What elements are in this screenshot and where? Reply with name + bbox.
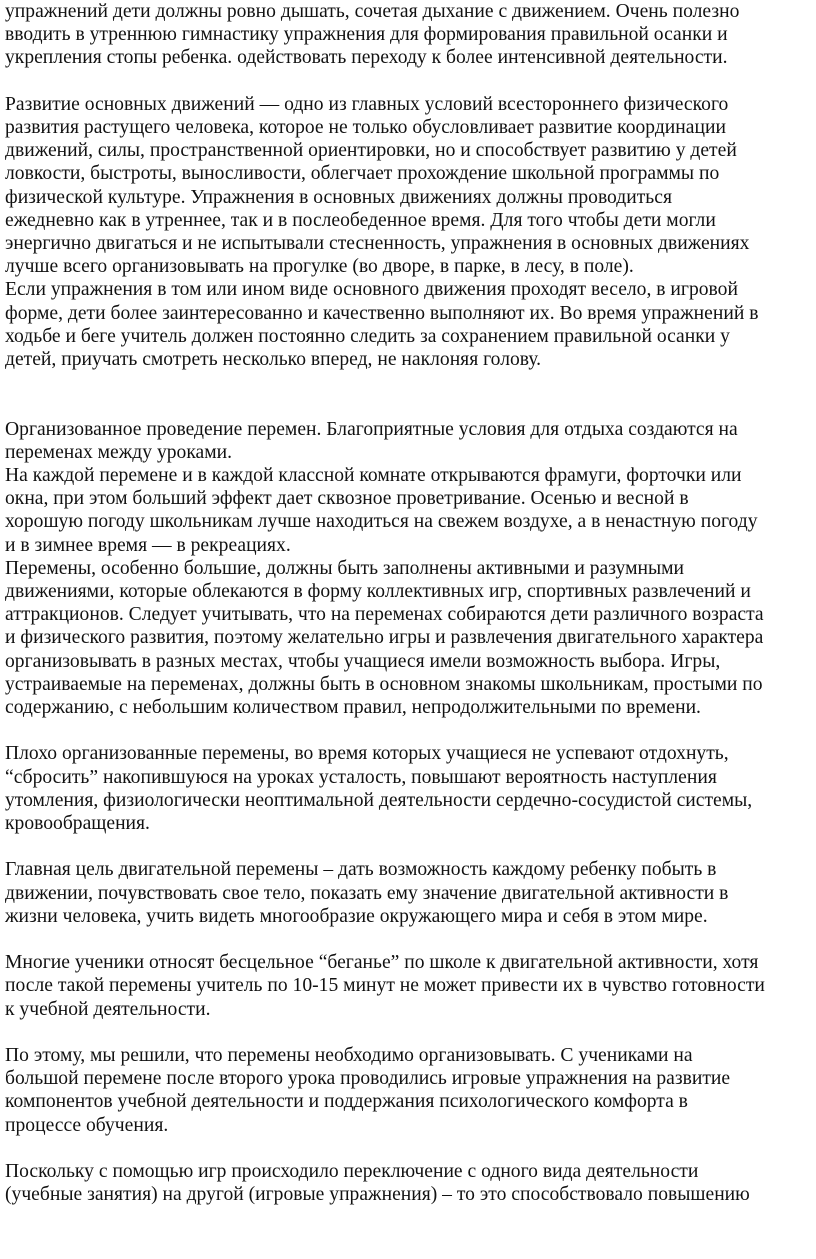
paragraph-spacer (5, 928, 812, 951)
text-line: после такой перемены учитель по 10-15 минут не может привести их в чувство готовности (5, 975, 765, 997)
text-line: Плохо организованные перемены, во время которых учащиеся не успевают отдохнуть, (5, 743, 729, 765)
paragraph-spacer (5, 1021, 812, 1044)
text-line: Если упражнения в том или ином виде основного движения проходят весело, в игровой (5, 279, 738, 301)
paragraph-organized-breaks (5, 418, 812, 464)
text-line: форме, дети более заинтересованно и качественно выполняют их. Во время упражнений в (5, 302, 759, 324)
paragraph-spacer (5, 835, 812, 858)
text-line: На каждой перемене и в каждой классной комнате открываются фрамуги, форточки или (5, 465, 742, 487)
text-line: энергично двигаться и не испытывали стесненность, упражнения в основных движениях (5, 233, 750, 255)
text-line: Организованное проведение перемен. Благоприятные условия для отдыха создаются на (5, 418, 738, 440)
text-line: компонентов учебной деятельности и поддержания психологического комфорта в (5, 1091, 688, 1113)
text-line: устраиваемые на переменах, должны быть в основном знакомы школьникам, простыми по (5, 673, 763, 695)
paragraph-breathing-exercises (5, 0, 812, 70)
text-line: ловкости, быстроты, выносливости, облегчает прохождение школьной программы по (5, 163, 720, 185)
text-line: к учебной деятельности. (5, 998, 211, 1020)
text-line: большой перемене после второго урока проводились игровые упражнения на развитие (5, 1068, 731, 1090)
text-line: кровообращения. (5, 813, 150, 835)
paragraph-switching-activities (5, 1160, 812, 1206)
text-line: аттракционов. Следует учитывать, что на переменах собираются дети различного возраста (5, 604, 764, 626)
paragraph-spacer (5, 1137, 812, 1160)
text-line: упражнений дети должны ровно дышать, сочетая дыхание с движением. Очень полезно (5, 1, 740, 22)
paragraph-playful-exercises (5, 278, 812, 371)
text-line: ходьбе и беге учитель должен постоянно следить за сохранением правильной осанки у (5, 325, 730, 347)
paragraph-ventilation (5, 464, 812, 557)
text-line: По этому, мы решили, что перемены необходимо организовывать. С учениками на (5, 1045, 693, 1067)
paragraph-spacer (5, 70, 812, 93)
text-line: жизни человека, учить видеть многообразие окружающего мира и себя в этом мире. (5, 905, 708, 927)
text-line: Главная цель двигательной перемены – дать возможность каждому ребенку побыть в (5, 859, 717, 881)
text-line: развития растущего человека, которое не только обусловливает развитие координации (5, 117, 726, 138)
text-line: Развитие основных движений — одно из главных условий всестороннего физического (5, 93, 729, 115)
text-line: движениями, которые облекаются в форму коллективных игр, спортивных развлечений и (5, 581, 751, 603)
paragraph-poorly-organized-breaks (5, 742, 812, 835)
text-line: вводить в утреннюю гимнастику упражнения для формирования правильной осанки и (5, 24, 728, 46)
paragraph-decision (5, 1044, 812, 1137)
text-line: лучше всего организовывать на прогулке (во дворе, в парке, в лесу, в поле). (5, 256, 634, 278)
paragraph-basic-movements (5, 93, 812, 279)
text-line: переменах между уроками. (5, 441, 233, 463)
text-line: физической культуре. Упражнения в основных движениях должны проводиться (5, 186, 672, 208)
text-line: детей, приучать смотреть несколько вперед, не наклоняя голову. (5, 349, 542, 371)
text-line: окна, при этом больший эффект дает сквозное проветривание. Осенью и весной в (5, 488, 689, 510)
text-line: Поскольку с помощью игр происходило переключение с одного вида деятельности (5, 1161, 699, 1183)
text-line: Перемены, особенно большие, должны быть заполнены активными и разумными (5, 557, 685, 579)
text-line: содержанию, с небольшим количеством правил, непродолжительными по времени. (5, 697, 701, 719)
text-line: и в зимнее время — в рекреациях. (5, 534, 291, 556)
text-line: движении, почувствовать свое тело, показать ему значение двигательной активности в (5, 882, 729, 904)
text-line: “сбросить” накопившуюся на уроках усталость, повышают вероятность наступления (5, 766, 717, 788)
text-line: утомления, физиологически неоптимальной деятельности сердечно-сосудистой системы, (5, 789, 753, 811)
paragraph-aimless-running (5, 951, 812, 1021)
text-line: хорошую погоду школьникам лучше находиться на свежем воздухе, а в ненастную погоду (5, 511, 758, 533)
text-line: организовывать в разных местах, чтобы учащиеся имели возможность выбора. Игры, (5, 650, 721, 672)
text-line: и физического развития, поэтому желательно игры и развлечения двигательного характера (5, 627, 764, 649)
paragraph-spacer (5, 719, 812, 742)
paragraph-main-goal (5, 858, 812, 928)
text-line: укрепления стопы ребенка. одействовать переходу к более интенсивной деятельности. (5, 47, 728, 69)
text-line: процессе обучения. (5, 1114, 169, 1136)
text-line: (учебные занятия) на другой (игровые упражнения) – то это способствовало повышению (5, 1184, 750, 1206)
paragraph-spacer (5, 371, 812, 417)
text-line: ежедневно как в утреннее, так и в послеобеденное время. Для того чтобы дети могли (5, 209, 716, 231)
text-line: Многие ученики относят бесцельное “беганье” по школе к двигательной активности, хотя (5, 952, 759, 974)
text-line: движений, силы, пространственной ориентировки, но и способствует развитию у детей (5, 140, 737, 162)
paragraph-active-breaks (5, 557, 812, 719)
